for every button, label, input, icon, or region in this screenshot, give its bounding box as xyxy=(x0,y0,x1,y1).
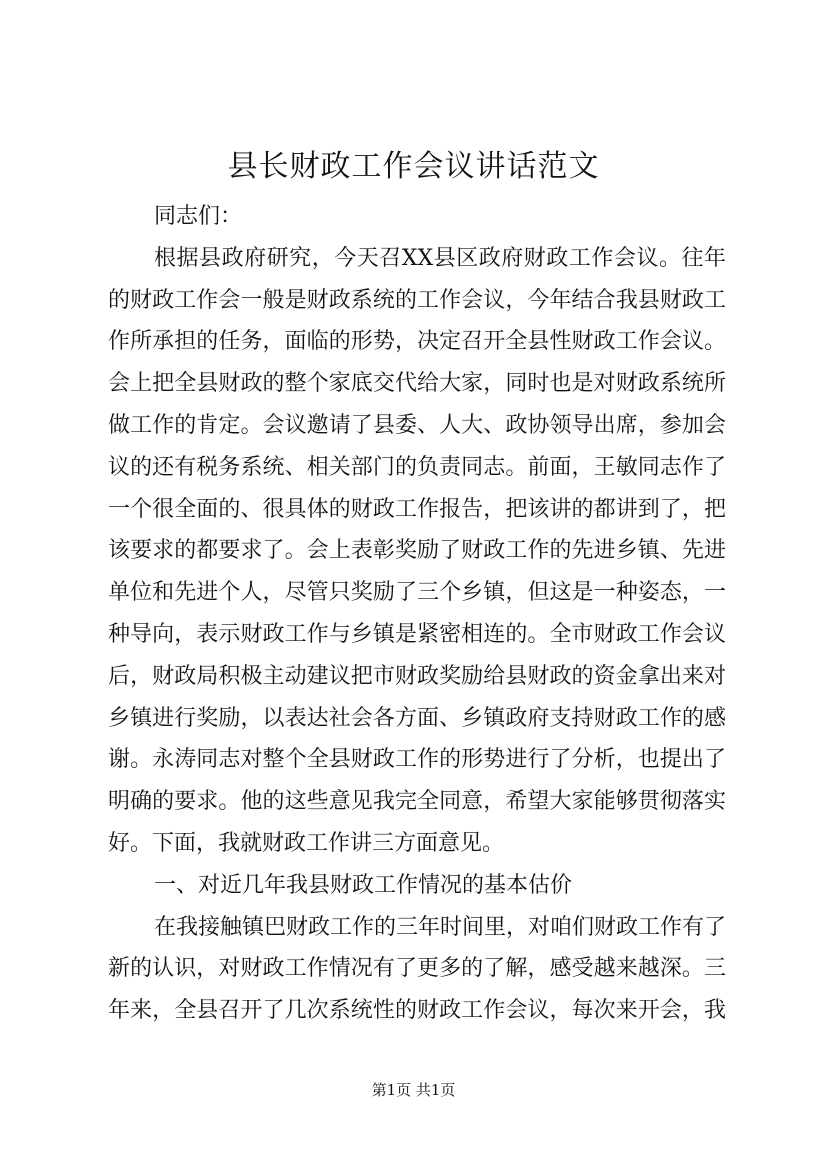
body-line: 一个很全面的、很具体的财政工作报告，把该讲的都讲到了，把 xyxy=(108,496,726,522)
body-line: 做工作的肯定。会议邀请了县委、人大、政协领导出席，参加会 xyxy=(108,412,726,438)
body-line: 一、对近几年我县财政工作情况的基本估价 xyxy=(154,872,573,898)
body-line: 单位和先进个人，尽管只奖励了三个乡镇，但这是一种姿态，一 xyxy=(108,580,726,606)
body-line: 年来，全县召开了几次系统性的财政工作会议，每次来开会，我 xyxy=(108,998,726,1024)
body-line: 同志们： xyxy=(154,204,243,229)
body-line: 种导向，表示财政工作与乡镇是紧密相连的。全市财政工作会议 xyxy=(108,621,726,647)
body-line: 明确的要求。他的这些意见我完全同意，希望大家能够贯彻落实 xyxy=(108,789,726,815)
body-line: 乡镇进行奖励，以表达社会各方面、乡镇政府支持财政工作的感 xyxy=(108,705,726,731)
document-title: 县长财政工作会议讲话范文 xyxy=(227,149,600,184)
body-line: 后，财政局积极主动建议把市财政奖励给县财政的资金拿出来对 xyxy=(108,663,726,689)
page-footer: 第1页 共1页 xyxy=(371,1081,456,1099)
document-body xyxy=(108,196,726,1032)
body-line: 该要求的都要求了。会上表彰奖励了财政工作的先进乡镇、先进 xyxy=(108,538,726,564)
body-line: 好。下面，我就财政工作讲三方面意见。 xyxy=(108,830,505,856)
body-line: 根据县政府研究，今天召XX县区政府财政工作会议。往年 xyxy=(154,245,726,271)
body-line: 作所承担的任务，面临的形势，决定召开全县性财政工作会议。 xyxy=(108,329,726,355)
body-line: 的财政工作会一般是财政系统的工作会议，今年结合我县财政工 xyxy=(108,287,726,313)
body-line: 谢。永涛同志对整个全县财政工作的形势进行了分析，也提出了 xyxy=(108,747,726,773)
body-line: 议的还有税务系统、相关部门的负责同志。前面，王敏同志作了 xyxy=(108,454,726,480)
body-line: 在我接触镇巴财政工作的三年时间里，对咱们财政工作有了 xyxy=(154,914,727,940)
body-line: 新的认识，对财政工作情况有了更多的了解，感受越来越深。三 xyxy=(108,956,726,982)
body-line: 会上把全县财政的整个家底交代给大家，同时也是对财政系统所 xyxy=(108,371,726,397)
